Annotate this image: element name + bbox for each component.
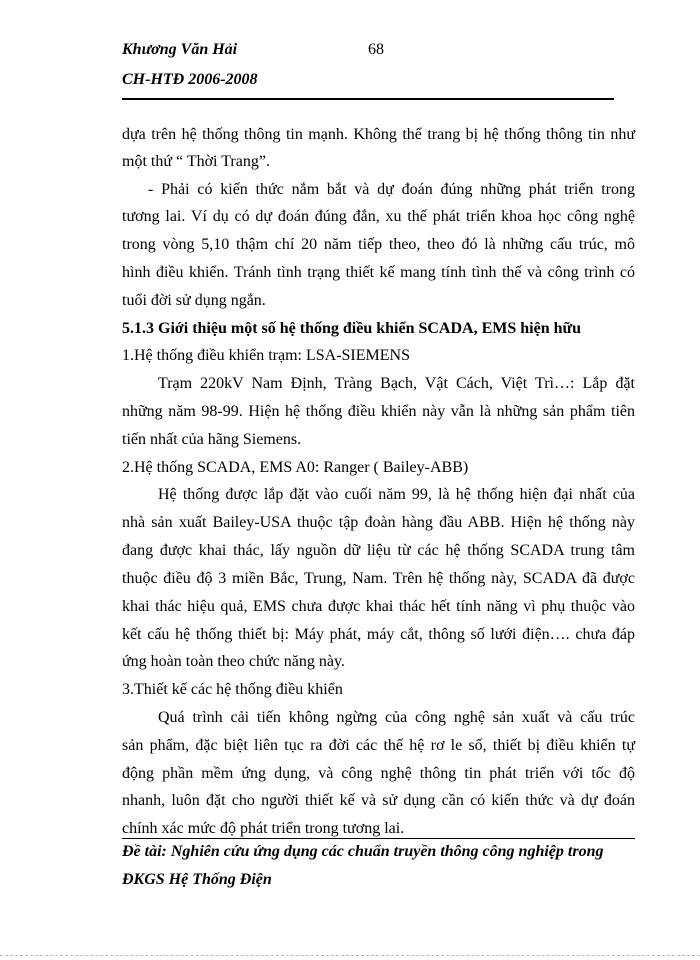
paragraph-line: nhà sản xuất Bailey-USA thuộc tập đoàn hàng đầu ABB. Hiện hệ thống này [122, 514, 635, 531]
header-rule [122, 98, 614, 100]
paragraph-line: chính xác mức độ phát triển trong tương lai. [122, 820, 405, 837]
page-number: 68 [368, 41, 384, 58]
paragraph-line: nhanh, luôn đặt cho người thiết kế và sử dụng cần có kiến thức và dự đoán [122, 792, 635, 809]
paragraph-line: đang được khai thác, lấy nguồn dữ liệu từ các hệ thống SCADA trung tâm [122, 542, 635, 559]
paragraph-line: Trạm 220kV Nam Định, Tràng Bạch, Vật Cách, Việt Trì…: Lắp đặt [158, 375, 635, 392]
section-heading: 5.1.3 Giới thiệu một số hệ thống điều khiển SCADA, EMS hiện hữu [122, 320, 581, 337]
bullet-line: - Phải có kiến thức nắm bắt và dự đoán đúng những phát triển trong [148, 181, 635, 198]
body-line: trong vòng 5,10 thậm chí 20 năm tiếp theo, theo đó là những cấu trúc, mô [122, 236, 635, 253]
paragraph-line: Hệ thống được lắp đặt vào cuối năm 99, là hệ thống hiện đại nhất của [158, 486, 635, 503]
subsection-title: 1.Hệ thống điều khiển trạm: LSA-SIEMENS [122, 347, 410, 364]
page-edge [0, 955, 700, 956]
paragraph-line: khai thác hiệu quả, EMS chưa được khai thác hết tính năng vì phụ thuộc vào [122, 598, 635, 615]
footer-rule [122, 838, 635, 839]
paragraph-line: kết cấu hệ thống thiết bị: Máy phát, máy cắt, thông số lưới điện…. chưa đáp [122, 626, 635, 643]
paragraph-line: tiến nhất của hãng Siemens. [122, 431, 302, 448]
paragraph-line: động phần mềm ứng dụng, và công nghệ thông tin phát triển với tốc độ [122, 765, 635, 782]
body-line: một thứ “ Thời Trang”. [122, 153, 270, 170]
subsection-title: 3.Thiết kế các hệ thống điều khiển [122, 681, 343, 698]
subsection-title: 2.Hệ thống SCADA, EMS A0: Ranger ( Bailey-ABB) [122, 459, 469, 476]
paragraph-line: thuộc điều độ 3 miền Bắc, Trung, Nam. Trên hệ thống này, SCADA đã được [122, 570, 635, 587]
body-line: tương lai. Ví dụ có dự đoán đúng đắn, xu thế phát triển khoa học công nghệ [122, 208, 635, 225]
header-course: CH-HTĐ 2006-2008 [122, 71, 258, 88]
paragraph-line: những năm 98-99. Hiện hệ thống điều khiển này vẫn là những sản phẩm tiên [122, 403, 635, 420]
paragraph-line: ứng hoàn toàn theo chức năng này. [122, 653, 345, 670]
body-line: hình điều khiển. Tránh tình trạng thiết kế mang tính tình thế và công trình có [122, 264, 635, 281]
paragraph-line: sản phẩm, đặc biệt liên tục ra đời các thế hệ rơ le số, thiết bị điều khiển tự [122, 737, 635, 754]
footer-topic-cont: ĐKGS Hệ Thống Điện [122, 871, 272, 888]
body-line: dựa trên hệ thống thông tin mạnh. Không thể trang bị hệ thống thông tin như [122, 126, 635, 143]
paragraph-line: Quá trình cải tiến không ngừng của công nghệ sản xuất và cấu trúc [158, 709, 635, 726]
header-author: Khương Văn Hải [122, 41, 238, 58]
footer-topic: Đề tài: Nghiên cứu ứng dụng các chuẩn truyền thông công nghiệp trong [122, 843, 604, 860]
body-line: tuổi đời sử dụng ngắn. [122, 292, 266, 309]
